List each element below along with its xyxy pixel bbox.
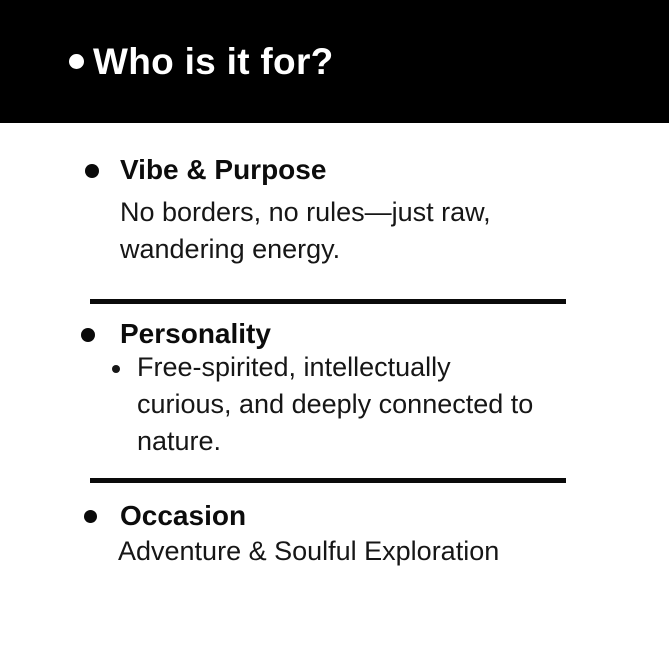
text-line: Adventure & Soulful Exploration bbox=[118, 536, 500, 566]
text-line: Free-spirited, intellectually bbox=[137, 352, 451, 382]
header-bar bbox=[0, 0, 669, 123]
section-bullet-icon bbox=[84, 510, 97, 523]
divider bbox=[90, 299, 566, 304]
sub-bullet-icon bbox=[112, 365, 120, 373]
section-bullet-icon bbox=[85, 164, 99, 178]
section-heading-personality: Personality bbox=[120, 318, 271, 349]
text-line: wandering energy. bbox=[120, 234, 341, 264]
text-line: curious, and deeply connected to bbox=[137, 389, 534, 419]
text-line: No borders, no rules—just raw, bbox=[120, 197, 491, 227]
section-heading-vibe-purpose: Vibe & Purpose bbox=[120, 154, 327, 185]
vibe-purpose-text bbox=[120, 194, 491, 268]
text-line: nature. bbox=[137, 426, 222, 456]
personality-text bbox=[137, 349, 533, 460]
page-title: Who is it for? bbox=[93, 40, 334, 82]
occasion-text bbox=[118, 534, 499, 568]
section-bullet-icon bbox=[81, 328, 95, 342]
title-bullet-icon bbox=[69, 54, 84, 69]
divider bbox=[90, 478, 566, 483]
section-heading-occasion: Occasion bbox=[120, 500, 247, 531]
